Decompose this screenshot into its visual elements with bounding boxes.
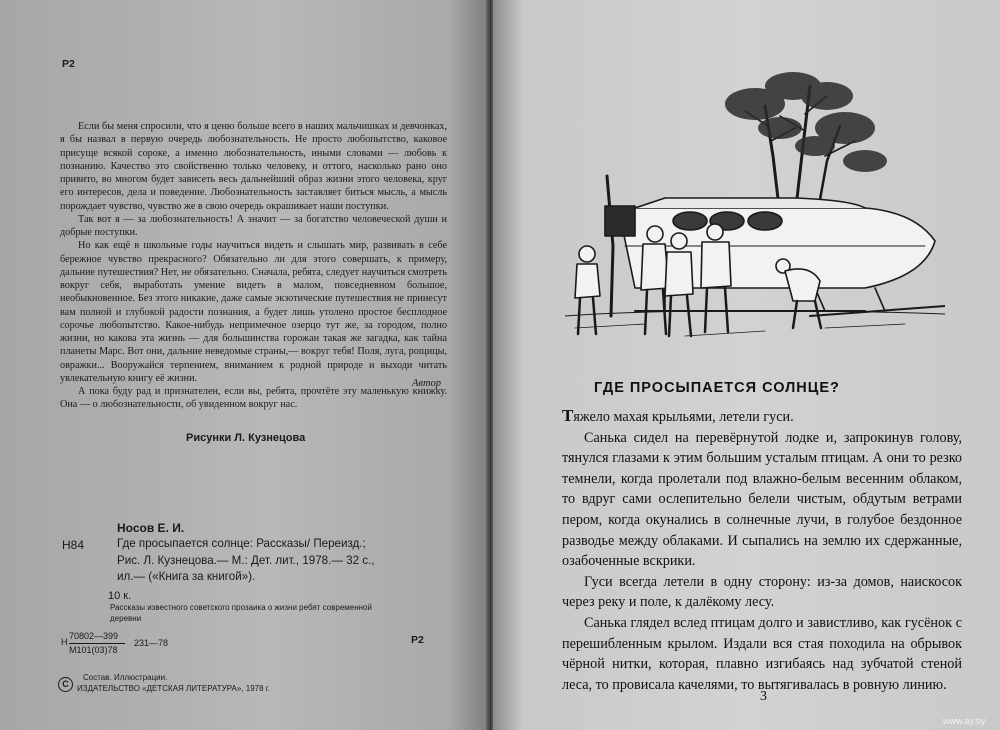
- story-paragraph: [562, 406, 962, 428]
- author-sign: Автор: [412, 378, 442, 389]
- story-paragraph-first: яжело махая крыльями, летели гуси.: [573, 409, 794, 425]
- catalog-mid: 231—78: [134, 638, 169, 648]
- bib-line: Рис. Л. Кузнецова.— М.: Дет. лит., 1978.— 32 с.,: [117, 553, 375, 567]
- copyright-line: Состав. Иллюстрации.: [83, 673, 168, 682]
- copyright-line: ИЗДАТЕЛЬСТВО «ДЕТСКАЯ ЛИТЕРАТУРА», 1978 г.: [77, 684, 270, 693]
- preface-paragraph: Но как ещё в школьные годы научиться видеть и слышать мир, развивать в себе бережное чувство прекрасного? Обязательно ли для этого совершать, к примеру, дальние путешествия? Нет, не обязательно. Сначала, ребята, следует научиться смотреть вокруг себя, выработать умение видеть в малом, повседневном большое, необыкновенное. Без этого никакие, даже самые экзотические путешествия не принесут вам полной и глубокой радости познания, а будет лишь утолено простое бесплодное сорочье любопытство. Какое-нибудь непримечное озерцо тут же, за городом, полно жизни, но какова эта жизнь — для большинства горожан такая же загадка, как тайна планеты Марс. Вот они, дальние неведомые страны,— вокруг тебя! Поля, луга, рощицы, овражки... Вооружайся терпением, вниманием к родной природе и выходи читать увлекательную книгу её жизни.: [60, 240, 447, 384]
- copyright: [77, 672, 270, 694]
- preface-paragraph: Так вот я — за любознательность! А значит — за богатство человеческой души и добрые поступки.: [60, 213, 447, 238]
- bib-line: Где просыпается солнце: Рассказы/ Переизд.;: [117, 537, 366, 550]
- marker-bottom: Р2: [411, 634, 424, 646]
- bib-line: ил.— («Книга за книгой»).: [117, 570, 256, 583]
- preface-paragraph: Если бы меня спросили, что я ценю больше всего в наших мальчишках и девчонках, я бы назвал в первую очередь любознательность. Не просто любопытство, каковое присуще всякой сороке, а именно любознательность, иными словами — любовь к познанию. Качество это свойственно только человеку, и оттого, насколько рано оно привито, во многом будет зависеть весь дальнейший образ жизни этого человека, круг его интересов, дела и поведение. Любознательность заставляет биться мысль, а мысль порождает чувство, чувство же в свою очередь окрашивает наши поступки.: [60, 121, 447, 212]
- story-paragraph: Санька сидел на перевёрнутой лодке и, запрокинув голову, тянулся глазами к этим большим усталым птицам. А они то резко темнели, когда пролетали под влажно-белым весенним облаком, то вдруг сами ослепительно белели чистым, обдутым ветрами пером, когда окунались в солнечные лучи, в голубое бездонное разводье между облаками. И сыпались на землю их сдержанные, озабоченные вскрики.: [562, 429, 962, 570]
- left-page: [0, 0, 488, 730]
- story-text: [562, 406, 962, 695]
- bib-author: Носов Е. И.: [117, 521, 185, 535]
- catalog-prefix: Н: [61, 637, 68, 647]
- page-number: 3: [760, 689, 767, 704]
- preface-paragraph: А пока буду рад и признателен, если вы, ребята, прочтёте эту маленькую книжку. Она — о любознательности, об увиденном вокруг нас.: [60, 386, 447, 411]
- illustrations-credit: Рисунки Л. Кузнецова: [186, 432, 306, 444]
- story-paragraph: Гуси всегда летели в одну сторону: из-за домов, наискосок через реку и поле, к далёкому лесу.: [562, 573, 962, 611]
- price: 10 к.: [108, 590, 132, 602]
- aerosled-illustration: [565, 66, 945, 351]
- annotation-line: Рассказы известного советского прозаика о жизни ребят современной: [110, 603, 372, 612]
- bib-description: [117, 536, 417, 586]
- annotation-line: деревни: [110, 614, 142, 623]
- bib-code: Н84: [62, 538, 85, 552]
- watermark: www.ay.by: [943, 716, 986, 726]
- copyright-icon: С: [58, 677, 73, 692]
- story-paragraph: Санька глядел вслед птицам долго и завистливо, как гусёнок с перешибленным крылом. Издали вся стая походила на обрывок чёрной нитки, которая, плавно изгибаясь над зубчатой стеной леса, то провисала качелями, то вытягивалась в ровную линию.: [562, 614, 962, 693]
- annotation: [110, 602, 440, 624]
- catalog-top: 70802—399: [69, 631, 119, 641]
- catalog-bottom: М101(03)78: [69, 645, 118, 655]
- dropcap: Т: [562, 406, 574, 425]
- preface: [60, 120, 447, 412]
- story-title: ГДЕ ПРОСЫПАЕТСЯ СОЛНЦЕ?: [594, 380, 840, 396]
- marker-top: Р2: [62, 58, 75, 70]
